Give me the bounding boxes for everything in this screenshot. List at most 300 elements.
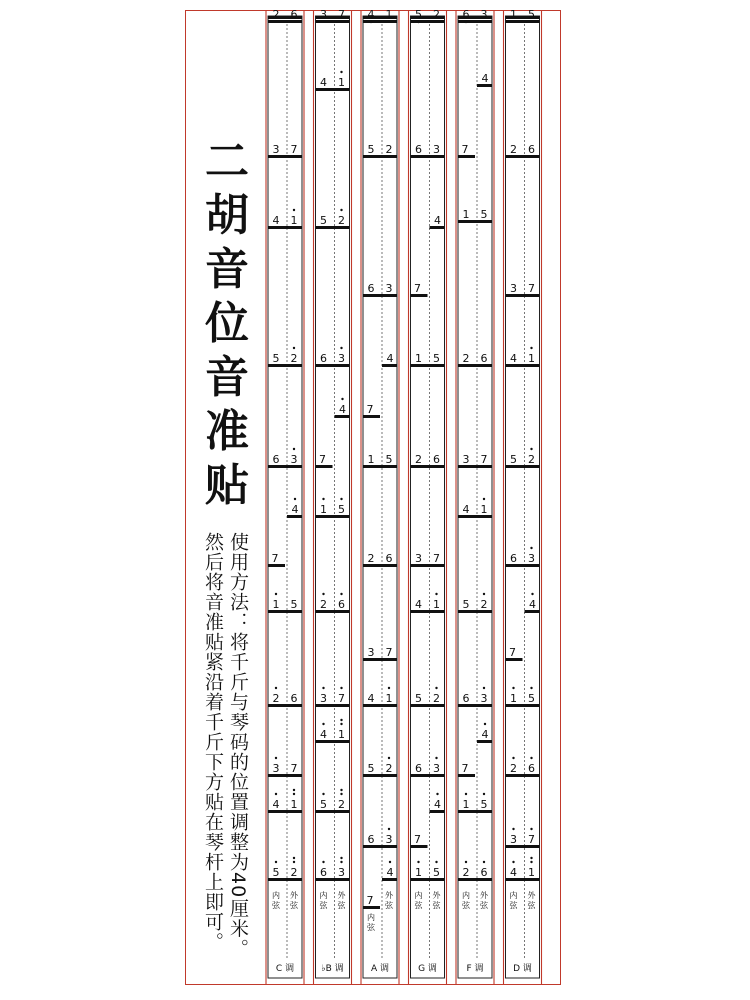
strip-d [504,8,542,985]
strip-c [266,8,304,985]
fret-mark [363,757,397,777]
outer-note: 2 [528,453,535,466]
title-char: 二 [205,136,249,187]
octave-dot [322,723,324,725]
outer-note: 2 [433,692,440,705]
outer-note: 7 [528,833,535,846]
fret-mark [458,453,492,468]
inner-note: 1 [415,866,422,879]
fret-mark [268,593,302,613]
outer-note: 4 [434,214,441,227]
fret-mark [458,793,492,813]
fret-mark [363,403,380,418]
fret-mark [382,861,397,881]
octave-dot [340,789,342,791]
fret-mark [287,498,302,518]
outer-note: 6 [528,143,535,156]
octave-dot [530,347,532,349]
fret-mark [411,453,445,468]
octave-dot [483,861,485,863]
fret-mark [477,723,492,743]
fret-mark [506,857,540,881]
inner-note: 3 [320,8,327,21]
fret-mark [268,209,302,229]
outer-note: 1 [433,598,440,611]
fret-mark [411,282,428,297]
fret-mark [430,793,445,813]
inner-string-label: 弦 [367,923,375,932]
inner-note: 5 [272,866,280,879]
outer-note: 6 [528,762,535,775]
inner-note: 6 [272,453,280,466]
octave-dot [465,861,467,863]
inner-note: 4 [510,352,517,365]
octave-dot [340,723,342,725]
inner-note: 7 [366,894,374,907]
fret-mark [411,352,445,367]
octave-dot [483,793,485,795]
outer-note: 3 [290,453,298,466]
octave-dot [293,209,295,211]
octave-dot [275,757,277,759]
outer-note: 3 [528,552,535,565]
fret-mark [411,861,445,881]
outer-note: 4 [386,352,394,365]
outer-note: 6 [433,453,440,466]
outer-note: 2 [385,143,393,156]
octave-dot [293,861,295,863]
outer-string-label: 弦 [527,901,536,910]
outer-note: 7 [433,552,440,565]
outer-note: 2 [480,598,488,611]
fret-mark [506,448,540,468]
inner-note: 6 [462,8,470,21]
inner-note: 2 [320,598,327,611]
octave-dot [436,793,438,795]
outer-note: 4 [434,798,441,811]
fret-mark [363,894,380,909]
title-char: 音 [205,244,249,295]
key-label: G 调 [418,964,437,974]
fret-mark [506,757,540,777]
outer-note: 1 [338,728,345,741]
octave-dot [340,593,342,595]
usage-instructions-line2: 然后将音准贴紧沿着千斤下方贴在琴杆上即可。 [202,532,224,952]
fret-mark [363,552,397,567]
fret-mark [458,593,492,613]
fret-mark [506,828,540,848]
inner-note: 7 [319,453,326,466]
inner-string-label: 弦 [272,901,280,910]
fret-mark [363,646,397,661]
fret-mark [268,687,302,707]
outer-note: 1 [528,866,535,879]
outer-note: 1 [480,503,488,516]
inner-note: 5 [272,352,280,365]
octave-dot [322,793,324,795]
fret-mark [458,762,475,777]
octave-dot [389,861,391,863]
octave-dot [340,347,342,349]
outer-note: 3 [433,762,440,775]
inner-string-label: 内 [414,891,423,900]
octave-dot [275,593,277,595]
octave-dot [530,687,532,689]
inner-note: 6 [367,833,375,846]
inner-note: 7 [461,762,469,775]
fret-mark [477,72,492,87]
outer-string-label: 弦 [337,901,346,910]
octave-dot [465,21,467,23]
inner-note: 7 [271,552,279,565]
octave-dot [465,793,467,795]
fret-mark [268,347,302,367]
outer-note: 6 [290,692,298,705]
title-char: 准 [205,406,249,457]
strip-frame [316,16,350,978]
fret-mark [316,209,350,229]
key-label: D 调 [513,964,532,974]
outer-note: 7 [290,143,298,156]
outer-note: 6 [338,598,345,611]
fret-mark [363,453,397,468]
outer-note: 7 [338,8,345,21]
outer-note: 5 [433,866,440,879]
fret-mark [411,833,428,848]
outer-note: 5 [338,503,345,516]
inner-note: 6 [415,762,422,775]
octave-dot [322,861,324,863]
inner-note: 2 [272,8,280,21]
inner-string-label: 内 [509,891,518,900]
inner-string-label: 内 [319,891,328,900]
octave-dot [294,498,296,500]
inner-note: 6 [367,282,375,295]
outer-note: 6 [290,8,298,21]
title-char: 位 [205,298,249,349]
inner-note: 5 [320,214,327,227]
outer-string-label: 外 [337,891,346,900]
usage-instructions-line1: 使用方法：将千斤与琴码的位置调整为40厘米。 [227,532,249,959]
fret-mark [316,687,350,707]
fret-mark [458,208,492,223]
octave-dot [388,687,390,689]
fret-mark [316,719,350,743]
outer-note: 2 [290,866,298,879]
fret-mark [316,789,350,813]
octave-dot [530,857,532,859]
fret-mark [316,71,350,91]
inner-note: 1 [510,692,517,705]
fret-mark [411,593,445,613]
octave-dot [293,448,295,450]
inner-note: 3 [272,762,280,775]
octave-dot [530,448,532,450]
outer-string-label: 外 [480,891,488,900]
inner-note: 3 [462,453,470,466]
outer-note: 3 [480,692,488,705]
fret-mark [458,687,492,707]
strip-b [314,8,352,985]
outer-note: 1 [338,76,345,89]
outer-note: 6 [480,866,488,879]
fret-mark [363,282,397,297]
outer-note: 1 [385,692,393,705]
key-label: F 调 [466,964,484,974]
octave-dot [293,347,295,349]
outer-string-label: 外 [290,891,298,900]
inner-note: 1 [415,352,422,365]
octave-dot [293,793,295,795]
fret-mark [316,498,350,518]
inner-note: 1 [320,503,327,516]
inner-note: 7 [414,833,421,846]
inner-note: 4 [462,503,470,516]
outer-note: 7 [338,692,345,705]
inner-note: 4 [320,728,327,741]
fret-mark [316,857,350,881]
inner-string-label: 内 [367,913,375,922]
inner-note: 2 [415,453,422,466]
octave-dot [293,789,295,791]
octave-dot [530,757,532,759]
inner-note: 3 [510,833,517,846]
octave-dot [530,828,532,830]
outer-note: 7 [385,646,393,659]
fret-mark [458,143,475,158]
outer-string-label: 弦 [480,901,488,910]
outer-string-label: 弦 [385,901,393,910]
octave-dot [435,593,437,595]
strip-g [409,8,447,985]
octave-dot [322,593,324,595]
outer-note: 7 [528,282,535,295]
octave-dot [530,547,532,549]
fret-mark [506,687,540,707]
outer-note: 2 [385,762,393,775]
octave-dot [275,861,277,863]
octave-dot [340,209,342,211]
title-char: 贴 [205,460,249,511]
octave-dot [275,793,277,795]
inner-note: 2 [462,866,470,879]
outer-string-label: 弦 [290,901,298,910]
fret-mark [506,547,540,567]
inner-string-label: 内 [462,891,470,900]
inner-note: 5 [367,143,375,156]
inner-note: 1 [367,453,375,466]
octave-dot [512,828,514,830]
outer-note: 1 [290,214,298,227]
fret-mark [411,552,445,567]
inner-note: 3 [320,692,327,705]
inner-note: 2 [462,352,470,365]
octave-dot [512,861,514,863]
octave-dot [388,828,390,830]
inner-note: 4 [367,692,375,705]
fret-mark [268,143,302,158]
fret-mark [458,861,492,881]
outer-note: 2 [290,352,298,365]
octave-dot [340,687,342,689]
octave-dot [340,793,342,795]
title-char: 胡 [205,190,249,241]
octave-dot [530,861,532,863]
outer-note: 5 [528,8,535,21]
octave-dot [512,687,514,689]
key-label: ♭B 调 [321,964,344,974]
octave-dot [370,21,372,23]
outer-note: 4 [481,728,489,741]
inner-note: 5 [510,453,517,466]
inner-note: 3 [272,143,280,156]
outer-note: 1 [528,352,535,365]
outer-note: 3 [385,282,393,295]
outer-note: 3 [433,143,440,156]
outer-string-label: 外 [385,891,393,900]
outer-note: 6 [385,552,393,565]
outer-note: 4 [529,598,536,611]
outer-note: 1 [385,8,393,21]
outer-note: 2 [433,8,440,21]
outer-note: 4 [339,403,346,416]
fret-mark [458,352,492,367]
title-char: 音 [205,352,249,403]
inner-note: 5 [415,692,422,705]
outer-note: 4 [386,866,394,879]
inner-note: 3 [510,282,517,295]
fret-mark [316,347,350,367]
octave-dot [512,757,514,759]
octave-dot [341,398,343,400]
outer-note: 2 [338,798,345,811]
inner-note: 4 [510,866,517,879]
octave-dot [435,757,437,759]
inner-note: 5 [462,598,470,611]
key-label: A 调 [370,964,390,974]
inner-note: 1 [462,798,470,811]
inner-note: 6 [320,352,327,365]
fret-mark [382,352,397,367]
inner-note: 7 [414,282,421,295]
fret-mark [506,646,523,661]
strip-f [456,8,494,985]
inner-note: 2 [510,762,517,775]
inner-note: 6 [415,143,422,156]
outer-note: 7 [290,762,298,775]
fret-mark [411,687,445,707]
fret-mark [506,143,540,158]
strip-frame [458,16,492,978]
inner-note: 1 [510,8,517,21]
octave-dot [340,857,342,859]
outer-string-label: 外 [527,891,536,900]
fret-mark [458,498,492,518]
inner-note: 2 [272,692,280,705]
outer-note: 5 [433,352,440,365]
outer-note: 3 [338,866,345,879]
fret-mark [411,143,445,158]
outer-note: 6 [480,352,488,365]
inner-note: 4 [415,598,422,611]
fret-mark [525,593,540,613]
octave-dot [484,723,486,725]
inner-note: 3 [415,552,422,565]
fret-mark [363,143,397,158]
octave-dot [417,861,419,863]
inner-note: 5 [415,8,422,21]
octave-dot [417,21,419,23]
octave-dot [340,719,342,721]
outer-string-label: 外 [432,891,441,900]
inner-string-label: 弦 [414,901,423,910]
outer-note: 5 [385,453,393,466]
inner-string-label: 内 [272,891,280,900]
octave-dot [340,861,342,863]
inner-note: 4 [272,214,280,227]
inner-note: 6 [510,552,517,565]
fret-mark [268,789,302,813]
outer-note: 7 [480,453,488,466]
fret-mark [506,347,540,367]
fret-mark [316,453,333,468]
outer-note: 3 [385,833,393,846]
inner-note: 3 [367,646,375,659]
fret-mark [363,687,397,707]
fret-mark [335,398,350,418]
octave-dot [340,498,342,500]
inner-string-label: 弦 [509,901,518,910]
inner-note: 4 [320,76,327,89]
octave-dot [435,861,437,863]
fret-mark [363,828,397,848]
inner-note: 4 [272,798,280,811]
inner-note: 5 [320,798,327,811]
inner-note: 7 [366,403,374,416]
inner-note: 7 [509,646,516,659]
inner-note: 6 [320,866,327,879]
inner-note: 1 [462,208,470,221]
fret-mark [506,282,540,297]
octave-dot [483,687,485,689]
fret-mark [268,552,285,567]
inner-note: 1 [272,598,280,611]
inner-note: 2 [367,552,375,565]
octave-dot [293,857,295,859]
outer-note: 3 [338,352,345,365]
fret-mark [430,214,445,229]
inner-note: 2 [510,143,517,156]
octave-dot [340,71,342,73]
octave-dot [322,687,324,689]
octave-dot [483,498,485,500]
inner-note: 5 [367,762,375,775]
octave-dot [322,498,324,500]
fret-mark [268,448,302,468]
octave-dot [531,593,533,595]
strip-frame [268,16,302,978]
outer-note: 5 [528,692,535,705]
fret-mark [411,757,445,777]
outer-note: 3 [480,8,488,21]
fret-mark [268,757,302,777]
outer-note: 5 [290,598,298,611]
outer-note: 4 [481,72,489,85]
outer-note: 2 [338,214,345,227]
inner-note: 4 [367,8,375,21]
outer-note: 4 [291,503,299,516]
octave-dot [483,593,485,595]
